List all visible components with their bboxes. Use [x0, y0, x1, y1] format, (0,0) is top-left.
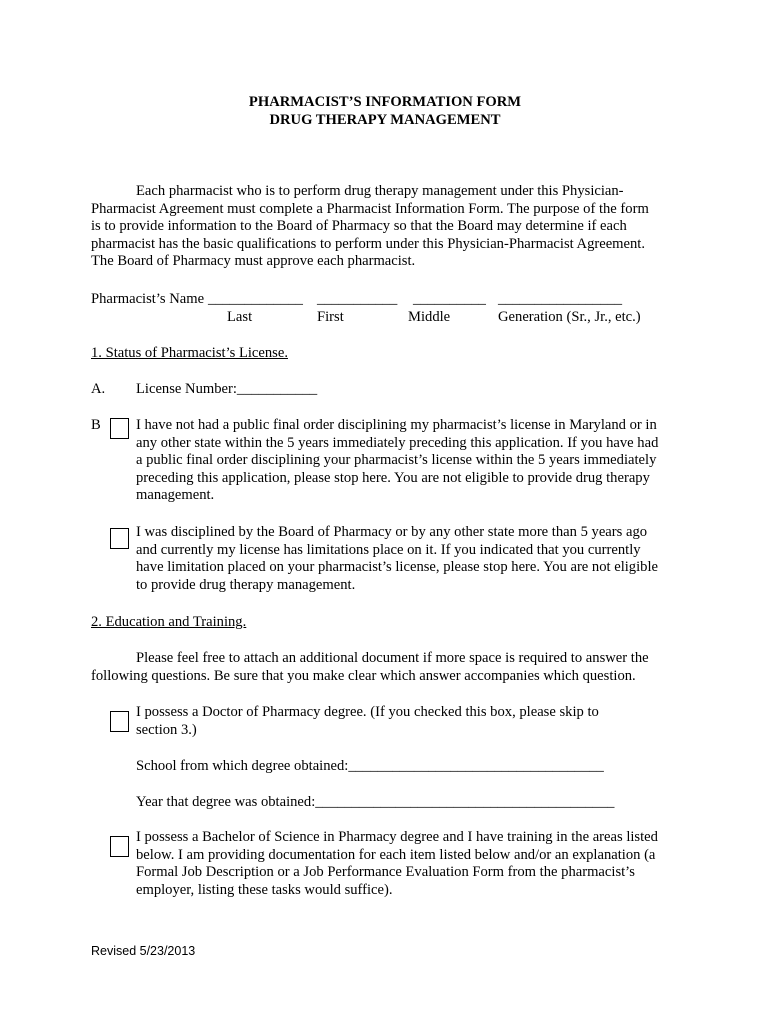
- option-line: Formal Job Description or a Job Performance Evaluation Form from the pharmacist’s: [136, 864, 635, 880]
- intro-paragraph: [91, 183, 649, 271]
- intro-line: Please feel free to attach an additional document if more space is required to answer the: [136, 650, 649, 666]
- pharmacist-name-label: Pharmacist’s Name: [91, 291, 205, 307]
- first-name-field[interactable]: ___________: [317, 291, 398, 307]
- intro-line: Pharmacist Agreement must complete a Pharmacist Information Form. The purpose of the form: [91, 200, 649, 217]
- section-2-intro: [91, 650, 649, 685]
- first-name-caption: First: [317, 309, 344, 325]
- revision-date: Revised 5/23/2013: [91, 944, 196, 958]
- generation-field[interactable]: _________________: [498, 291, 623, 307]
- item-a-label: A.: [91, 381, 106, 397]
- option-line: a public final order disciplining your pharmacist’s license within the 5 years immediately: [136, 452, 657, 468]
- no-discipline-checkbox[interactable]: [110, 418, 129, 439]
- option-line: section 3.): [136, 721, 197, 738]
- degree-year-field[interactable]: Year that degree was obtained:_________________________________________: [136, 794, 615, 810]
- item-b-label: B: [91, 417, 101, 433]
- section-2-heading: 2. Education and Training.: [91, 614, 247, 630]
- option-line: to provide drug therapy management.: [136, 576, 356, 593]
- option-line: I possess a Bachelor of Science in Pharmacy degree and I have training in the areas listed: [136, 829, 658, 845]
- license-number-field[interactable]: License Number:___________: [136, 381, 318, 397]
- intro-line: is to provide information to the Board of Pharmacy so that the Board may determine if each: [91, 218, 627, 234]
- school-field[interactable]: School from which degree obtained:___________________________________: [136, 758, 604, 774]
- last-name-caption: Last: [227, 309, 253, 325]
- bs-pharmacy-text: [136, 829, 658, 899]
- intro-line: The Board of Pharmacy must approve each pharmacist.: [91, 253, 416, 269]
- prior-discipline-text: [136, 524, 658, 594]
- pharmd-text: [136, 704, 599, 739]
- intro-line: Each pharmacist who is to perform drug therapy management under this Physician-: [136, 183, 624, 199]
- middle-name-caption: Middle: [408, 309, 451, 325]
- pharmd-checkbox[interactable]: [110, 711, 129, 732]
- intro-line: following questions. Be sure that you make clear which answer accompanies which question.: [91, 667, 636, 684]
- option-line: and currently my license has limitations place on it. If you indicated that you currently: [136, 541, 641, 558]
- option-line: preceding this application, please stop here. You are not eligible to provide drug therapy: [136, 469, 650, 486]
- generation-caption: Generation (Sr., Jr., etc.): [498, 309, 641, 325]
- option-line: I possess a Doctor of Pharmacy degree. (If you checked this box, please skip to: [136, 704, 599, 720]
- section-1-heading: 1. Status of Pharmacist’s License.: [91, 345, 288, 361]
- option-line: below. I am providing documentation for each item listed below and/or an explanation (a: [136, 846, 656, 863]
- middle-name-field[interactable]: __________: [413, 291, 486, 307]
- option-line: management.: [136, 487, 215, 503]
- option-line: I was disciplined by the Board of Pharmacy or by any other state more than 5 years ago: [136, 524, 648, 540]
- option-line: employer, listing these tasks would suffice).: [136, 881, 393, 898]
- bs-pharmacy-checkbox[interactable]: [110, 836, 129, 857]
- intro-line: pharmacist has the basic qualifications to perform under this Physician-Pharmacist Agreement.: [91, 235, 646, 252]
- option-line: have limitation placed on your pharmacist’s license, please stop here. You are not eligible: [136, 559, 658, 575]
- form-title: PHARMACIST’S INFORMATION FORM: [248, 94, 522, 110]
- prior-discipline-checkbox[interactable]: [110, 528, 129, 549]
- form-subtitle: DRUG THERAPY MANAGEMENT: [269, 112, 501, 128]
- option-line: any other state within the 5 years immediately preceding this application. If you have had: [136, 434, 659, 451]
- option-line: I have not had a public final order disciplining my pharmacist’s license in Maryland or in: [136, 417, 657, 433]
- no-discipline-text: [136, 417, 658, 505]
- last-name-field[interactable]: _____________: [208, 291, 303, 307]
